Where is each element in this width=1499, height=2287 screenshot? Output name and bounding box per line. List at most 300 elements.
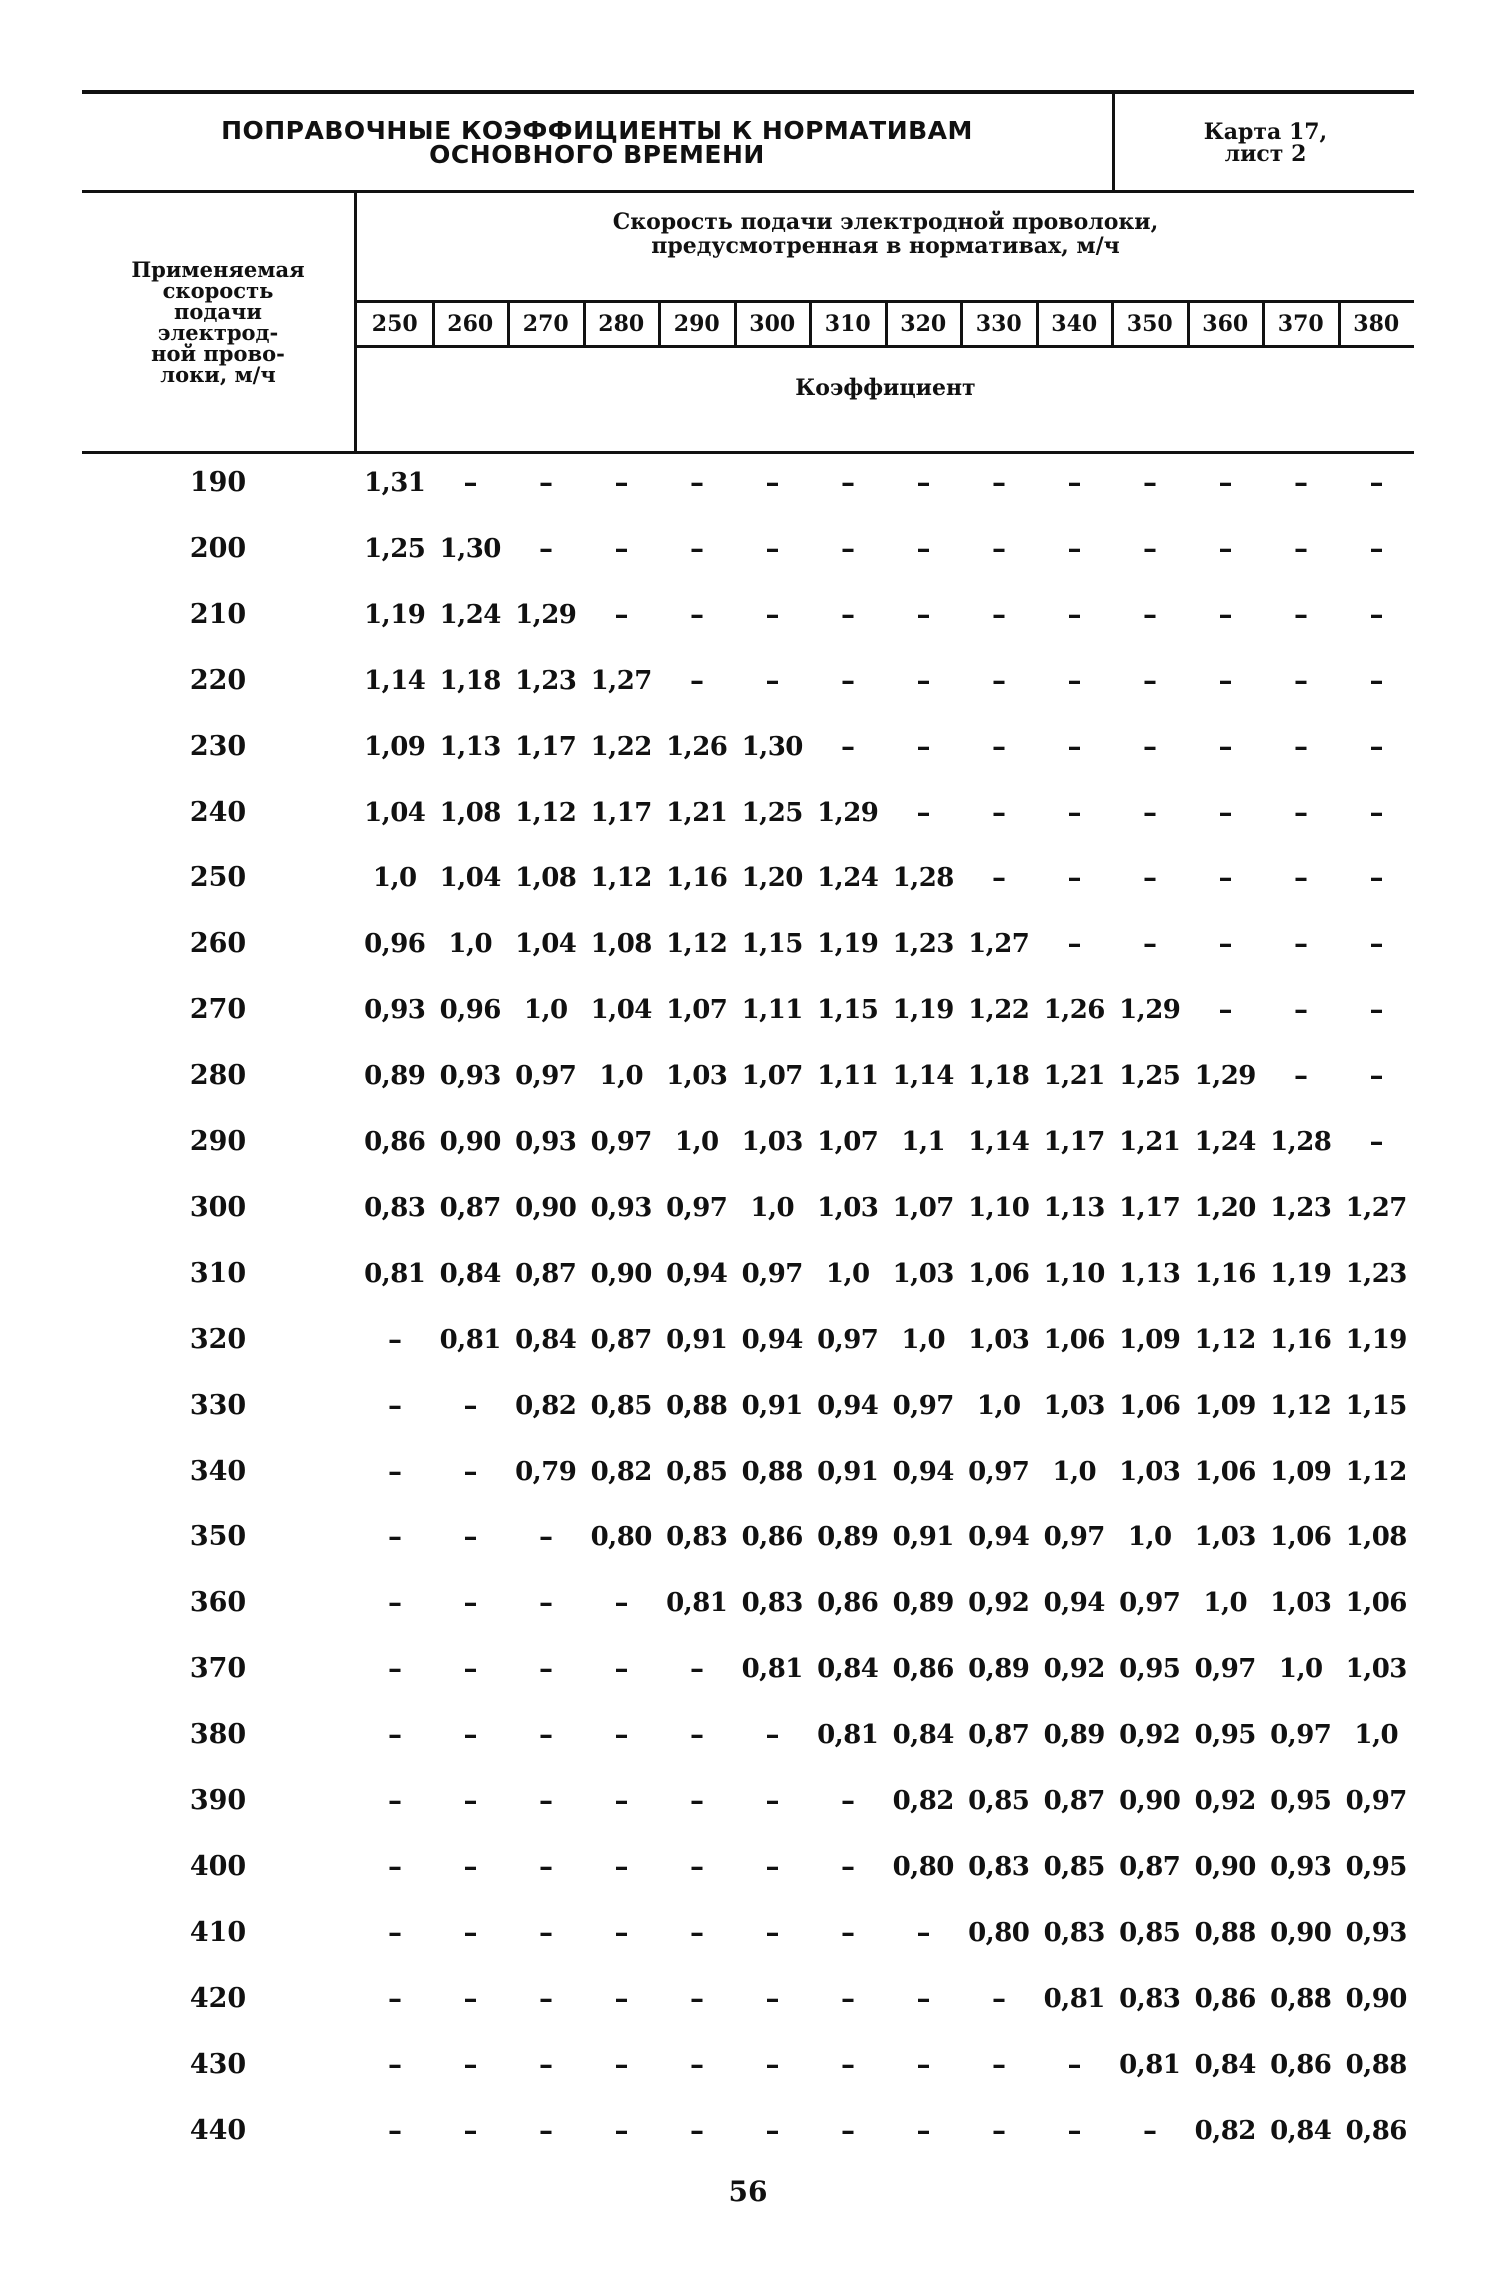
coefficient-cell: – [463,1718,477,1752]
coefficient-cell: 1,0 [1127,1522,1172,1553]
column-separator [1187,300,1190,348]
coefficient-cell: 0,85 [590,1390,652,1421]
table-row [82,1847,1414,1887]
table-row [82,990,1414,1030]
column-header: 320 [900,311,947,337]
coefficient-cell: – [614,1718,628,1752]
coefficient-cell: 0,96 [439,995,501,1026]
coefficient-cell: 1,09 [1119,1324,1181,1355]
coefficient-cell: 1,07 [666,995,728,1026]
coefficient-cell: 1,0 [372,863,417,894]
coefficient-cell: – [539,1586,553,1620]
coefficient-cell: – [765,466,779,499]
coefficient-cell: 0,87 [968,1720,1030,1751]
coefficient-cell: – [841,2047,855,2081]
coefficient-cell: 0,82 [590,1456,652,1487]
row-speed: 390 [189,1785,247,1816]
coefficient-cell: – [463,1520,477,1554]
coefficient-cell: – [1369,1125,1383,1158]
coefficient-cell: – [1218,795,1232,829]
coefficient-cell: – [992,663,1006,697]
coefficient-cell: 0,91 [666,1324,728,1355]
coefficient-cell: – [916,2113,930,2147]
document-page [82,0,1414,2287]
coefficient-cell: 0,92 [968,1588,1030,1619]
coefficient-cell: – [539,1849,553,1883]
coefficient-cell: 1,03 [1345,1654,1407,1685]
coefficient-cell: – [1294,466,1308,499]
coefficient-cell: – [539,1718,553,1752]
row-speed: 440 [189,2114,247,2146]
coefficient-cell: 1,09 [1194,1390,1256,1421]
coefficient-cell: 0,93 [590,1192,652,1223]
coefficient-cell: 1,13 [1043,1192,1105,1223]
coefficient-cell: 1,19 [1345,1324,1407,1355]
coefficient-cell: – [463,2113,477,2147]
coefficient-cell: 0,81 [1043,1983,1105,2014]
coefficient-cell: 0,83 [741,1588,803,1619]
coefficient-cell: – [765,597,779,631]
coefficient-cell: – [1067,729,1081,763]
coefficient-cell: 0,94 [741,1324,803,1355]
card-line-2: лист 2 [1224,141,1307,167]
coefficient-cell: – [463,1849,477,1883]
coefficient-cell: – [841,729,855,763]
coefficient-cell: – [1218,663,1232,697]
coefficient-cell: – [841,597,855,631]
coefficient-cell: – [992,1981,1006,2015]
coefficient-cell: 1,0 [448,929,493,960]
coefficient-cell: 0,97 [968,1456,1030,1487]
coefficient-cell: 0,86 [1194,1983,1256,2014]
coefficient-cell: 1,20 [741,863,803,894]
coefficient-cell: 1,29 [817,797,879,828]
coefficient-cell: 1,28 [1270,1127,1332,1157]
coefficient-cell: – [1294,597,1308,631]
coefficient-cell: 0,95 [1119,1654,1181,1685]
coefficient-cell: – [388,1322,402,1356]
coefficient-cell: – [690,597,704,631]
coefficient-cell: 1,21 [666,797,728,828]
coefficient-cell: – [463,2047,477,2081]
coefficient-cell: 1,12 [1194,1324,1256,1355]
coefficient-cell: – [1294,1059,1308,1093]
coefficient-cell: – [388,1849,402,1883]
coefficient-cell: 1,10 [1043,1258,1105,1289]
coefficient-cell: – [690,663,704,697]
coefficient-cell: 1,12 [666,929,728,960]
coefficient-cell: 1,27 [590,665,652,696]
coefficient-cell: 1,06 [968,1258,1030,1289]
coefficient-cell: – [1369,466,1383,499]
top-rule [82,90,1414,94]
coefficient-cell: – [1369,1059,1383,1093]
coefficient-cell: 0,79 [515,1456,577,1487]
coefficient-cell: – [1067,795,1081,829]
column-header: 300 [749,311,796,337]
coefficient-cell: 1,24 [439,599,501,630]
coefficient-cell: – [1294,927,1308,961]
coefficient-cell: – [1369,861,1383,895]
coefficient-cell: – [539,2047,553,2081]
column-separator [1262,300,1265,348]
coefficient-cell: – [463,466,477,499]
coefficient-cell: – [916,795,930,829]
coefficient-cell: 0,94 [968,1522,1030,1553]
column-header: 260 [447,311,494,337]
table-row [82,793,1414,833]
card-reference [1117,96,1414,190]
coefficient-cell: – [1143,531,1157,565]
coefficient-cell: – [388,2113,402,2147]
coefficient-cell: – [690,1849,704,1883]
coefficient-cell: 0,97 [1119,1588,1181,1619]
coefficient-cell: 1,19 [1270,1258,1332,1289]
coefficient-cell: 1,24 [1194,1127,1256,1157]
coefficient-cell: – [690,1981,704,2015]
row-speed: 230 [189,730,247,762]
coefficient-cell: 0,86 [1345,2115,1407,2146]
coefficient-cell: 1,18 [968,1061,1030,1092]
coefficient-cell: – [388,1981,402,2015]
coefficient-cell: – [463,1981,477,2015]
coefficient-cell: 0,84 [515,1324,577,1355]
coefficient-cell: – [1218,531,1232,565]
coefficient-cell: 1,09 [1270,1456,1332,1487]
coefficient-cell: 0,84 [817,1654,879,1685]
coefficient-cell: – [1218,861,1232,895]
coefficient-cell: – [388,1652,402,1686]
table-row [82,1715,1414,1755]
table-row [82,1979,1414,2019]
table-row [82,727,1414,767]
coefficient-cell: 0,97 [741,1258,803,1289]
table-row [82,924,1414,964]
table-row [82,2111,1414,2151]
coefficient-cell: 0,91 [741,1390,803,1421]
coefficient-cell: 1,06 [1194,1456,1256,1487]
coefficient-cell: 0,87 [1043,1786,1105,1816]
coefficient-cell: – [1369,663,1383,697]
coefficient-cell: 1,0 [1052,1456,1097,1487]
column-separator [960,300,963,348]
column-separator [1036,300,1039,348]
coefficient-cell: 0,85 [1043,1851,1105,1882]
coefficient-cell: 0,97 [817,1324,879,1355]
coefficient-cell: 0,83 [666,1522,728,1553]
coefficient-cell: 1,16 [1194,1258,1256,1289]
coefficient-cell: 1,16 [1270,1324,1332,1355]
coefficient-cell: 1,21 [1119,1127,1181,1157]
coefficient-cell: – [992,729,1006,763]
coefficient-cell: – [916,597,930,631]
coefficient-cell: 1,0 [976,1390,1021,1421]
coefficient-cell: – [690,466,704,499]
coefficient-cell: 0,81 [817,1720,879,1751]
coefficient-cell: – [765,531,779,565]
coefficient-cell: – [1067,2113,1081,2147]
coefficient-label: Коэффициент [795,375,976,401]
coefficient-cell: 1,17 [590,797,652,828]
coefficient-cell: 0,94 [1043,1588,1105,1619]
coefficient-cell: – [539,1784,553,1817]
coefficient-cell: 1,15 [817,995,879,1026]
row-speed: 260 [189,928,247,960]
coefficient-cell: 1,04 [515,929,577,960]
column-header: 290 [673,311,720,337]
table-row [82,1517,1414,1557]
row-speed: 360 [189,1587,247,1619]
coefficient-cell: 0,93 [1270,1851,1332,1882]
coefficient-cell: 0,83 [364,1192,426,1223]
coefficient-cell: – [614,466,628,499]
column-header: 330 [975,311,1022,337]
coefficient-cell: 1,17 [515,731,577,762]
coefficient-cell: 0,81 [666,1588,728,1619]
coefficient-cell: – [539,531,553,565]
row-speed: 280 [189,1060,247,1092]
coefficient-cell: – [765,1915,779,1949]
coefficient-cell: 1,15 [741,929,803,960]
table-row [82,1122,1414,1162]
coefficient-cell: 1,03 [1194,1522,1256,1553]
coefficient-cell: 1,04 [364,797,426,828]
coefficient-cell: – [690,2113,704,2147]
coefficient-cell: 0,97 [1043,1522,1105,1553]
coefficient-cell: 1,09 [364,731,426,762]
column-separator [507,300,510,348]
coefficient-cell: 1,15 [1345,1390,1407,1421]
coefficient-cell: 0,87 [590,1324,652,1355]
column-header: 280 [598,311,645,337]
coefficient-cell: 0,94 [892,1456,954,1487]
document-title [82,96,1112,190]
row-speed: 210 [189,598,247,630]
coefficient-cell: 0,83 [1119,1983,1181,2014]
coefficient-cell: 1,19 [364,599,426,630]
coefficient-cell: – [690,531,704,565]
coefficient-cell: – [463,1454,477,1488]
column-header: 380 [1353,311,1400,337]
coefficient-cell: 0,96 [364,929,426,960]
coefficient-cell: 0,86 [1270,2049,1332,2080]
coefficient-cell: 1,11 [817,1061,879,1092]
coefficient-cell: 1,17 [1119,1192,1181,1223]
coefficient-cell: 1,13 [1119,1258,1181,1289]
coefficient-cell: 1,27 [968,929,1030,960]
coefficient-cell: – [992,2113,1006,2147]
coefficient-cell: – [1067,663,1081,697]
coefficient-cell: 1,19 [892,995,954,1026]
coefficient-cell: – [539,1652,553,1686]
row-speed: 330 [189,1389,247,1421]
coefficient-cell: 1,10 [968,1192,1030,1223]
coefficient-cell: – [992,2047,1006,2081]
coefficient-cell: 1,06 [1043,1324,1105,1355]
coefficient-cell: – [1369,597,1383,631]
row-header-text [131,259,304,385]
coefficient-cell: 0,82 [515,1390,577,1421]
coefficient-cell: 0,82 [892,1786,954,1816]
coefficient-cell: 1,0 [1354,1720,1399,1751]
coefficient-cell: – [614,597,628,631]
coefficient-cell: – [1294,729,1308,763]
coefficient-cell: 1,17 [1043,1127,1105,1157]
coefficient-cell: – [841,1849,855,1883]
row-header-cell [82,193,354,451]
coefficient-cell: 1,28 [892,863,954,894]
coefficient-cell: 0,89 [1043,1720,1105,1751]
coefficient-cell: – [388,2047,402,2081]
coefficient-cell: 1,06 [1345,1588,1407,1619]
coefficient-cell: 1,23 [515,665,577,696]
coefficient-cell: – [388,1520,402,1554]
row-speed: 380 [189,1719,247,1751]
table-row [82,529,1414,569]
coefficient-cell: 1,1 [901,1127,946,1157]
coefficient-cell: 0,92 [1119,1720,1181,1751]
coefficient-cell: 0,88 [1194,1917,1256,1948]
table-row [82,1583,1414,1623]
coefficient-cell: – [1067,927,1081,961]
coefficient-cell: 1,03 [1119,1456,1181,1487]
coefficient-cell: 0,95 [1345,1851,1407,1882]
coefficient-cell: – [765,1784,779,1817]
column-header: 250 [371,311,418,337]
coefficient-cell: – [841,1915,855,1949]
row-speed: 350 [189,1521,247,1553]
coefficient-cell: – [992,531,1006,565]
column-group-title [357,210,1414,258]
coefficient-cell: – [1143,663,1157,697]
coefficient-cell: – [992,466,1006,499]
row-speed: 370 [189,1653,247,1685]
coefficient-cell: – [916,1915,930,1949]
coefficient-cell: 1,18 [439,665,501,696]
coefficient-cell: 1,26 [666,731,728,762]
coefficient-cell: 0,91 [817,1456,879,1487]
coefficient-cell: – [388,1915,402,1949]
coefficient-cell: – [1067,466,1081,499]
coefficient-cell: 0,93 [439,1061,501,1092]
coefficient-cell: 0,81 [364,1258,426,1289]
coefficient-cell: 0,97 [515,1061,577,1092]
coefficient-cell: – [1294,861,1308,895]
coefficient-cell: – [765,2047,779,2081]
coefficient-cell: – [765,1718,779,1752]
coefficient-cell: 0,93 [1345,1917,1407,1948]
coefficient-cell: 0,85 [968,1786,1030,1816]
coefficient-cell: 0,89 [968,1654,1030,1685]
column-separator [885,300,888,348]
coefficient-cell: 1,14 [892,1061,954,1092]
column-separator [809,300,812,348]
coefficient-cell: – [614,1981,628,2015]
coefficient-cell: 0,84 [439,1258,501,1289]
table-row [82,1188,1414,1228]
coefficient-cell: 0,81 [439,1324,501,1355]
coefficient-cell: – [463,1388,477,1422]
coefficient-cell: 0,90 [1194,1851,1256,1882]
coefficient-cell: 0,92 [1194,1786,1256,1816]
coefficient-cell: 0,81 [741,1654,803,1685]
coefficient-cell: 1,08 [439,797,501,828]
coefficient-cell: 1,29 [515,599,577,630]
coefficient-cell: 0,86 [892,1654,954,1685]
coefficient-cell: 0,93 [515,1127,577,1157]
row-speed: 310 [189,1257,247,1289]
table-row [82,858,1414,898]
coefficient-cell: 0,90 [1345,1983,1407,2014]
coefficient-cell: – [1143,597,1157,631]
column-header: 310 [824,311,871,337]
row-speed: 320 [189,1323,247,1355]
column-header: 340 [1051,311,1098,337]
coefficient-cell: – [463,1915,477,1949]
coefficient-cell: 0,83 [968,1851,1030,1882]
title-line-2: ОСНОВНОГО ВРЕМЕНИ [429,140,765,169]
coefficient-cell: 0,86 [364,1127,426,1157]
coefficient-cell: – [1294,993,1308,1027]
coefficient-cell: – [1218,597,1232,631]
coefficient-cell: 1,03 [968,1324,1030,1355]
row-header-line: локи, м/ч [160,362,276,387]
column-header: 360 [1202,311,1249,337]
coefficient-cell: 1,29 [1119,995,1181,1026]
coefficient-cell: 0,88 [666,1390,728,1421]
table-row [82,1781,1414,1821]
coefficient-cell: – [916,2047,930,2081]
row-header-line: ной прово- [151,341,285,366]
coefficient-cell: 1,03 [741,1127,803,1157]
coefficient-cell: 0,97 [1270,1720,1332,1751]
coefficient-cell: 0,82 [1194,2115,1256,2146]
coefficient-cell: 0,84 [1270,2115,1332,2146]
table-row [82,1913,1414,1953]
coefficient-cell: 0,90 [590,1258,652,1289]
coefficient-cell: 1,06 [1270,1522,1332,1553]
coefficient-cell: 0,97 [666,1192,728,1223]
coefficient-cell: 1,0 [901,1324,946,1355]
coefficient-cell: – [539,2113,553,2147]
coefficient-cell: – [841,2113,855,2147]
coefficient-cell: – [539,1520,553,1554]
row-speed: 400 [189,1850,247,1882]
coefficient-cell: 1,30 [439,533,501,564]
coefficient-cell: – [841,1981,855,2015]
coefficient-cell: – [1218,466,1232,499]
coefficient-cell: – [1143,729,1157,763]
coefficient-cell: 1,04 [590,995,652,1026]
row-header-line: скорость [162,278,274,303]
column-header: 270 [522,311,569,337]
coefficient-cell: 0,97 [590,1127,652,1157]
coefficient-cell: – [463,1652,477,1686]
coefficient-cell: – [841,663,855,697]
coefficient-cell: 1,0 [1203,1588,1248,1619]
page-number: 56 [728,2175,768,2208]
coefficient-cell: 1,11 [741,995,803,1026]
coefficient-cell: 0,88 [1345,2049,1407,2080]
coefficient-cell: 1,12 [1270,1390,1332,1421]
coefficient-cell: – [539,1981,553,2015]
coefficient-cell: 0,80 [892,1851,954,1882]
coefficient-cell: – [690,2047,704,2081]
coefficient-cell: 0,85 [1119,1917,1181,1948]
coefficient-cell: 1,23 [1345,1258,1407,1289]
coefficient-cell: – [1067,861,1081,895]
coefficient-cell: – [1294,795,1308,829]
